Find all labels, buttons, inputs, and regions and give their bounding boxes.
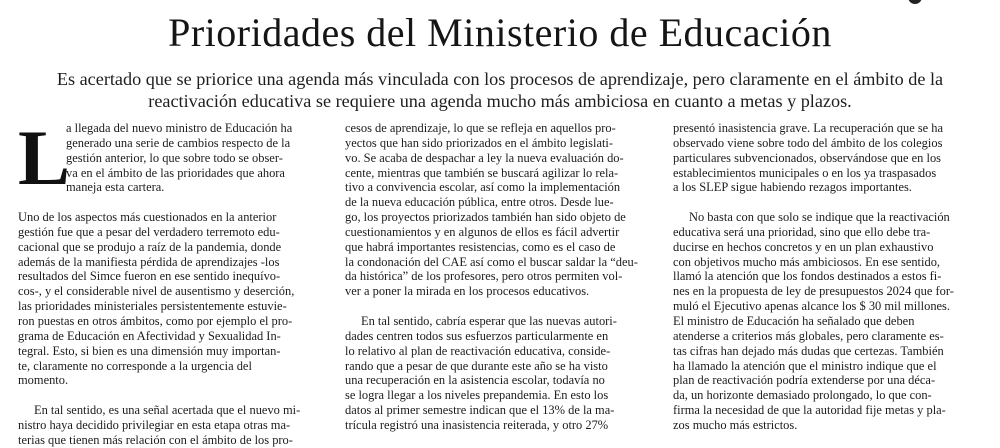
article-column-1 — [18, 114, 330, 448]
text-line: rando que a pesar de que durante este año se ha visto — [345, 358, 608, 373]
text-line: atenderse a criterios más globales, pero claramente es- — [673, 328, 944, 343]
text-line: gestión anterior, lo que sobre todo se obser- — [66, 150, 283, 165]
paragraph — [345, 121, 657, 299]
text-line: muló el Ejecutivo apenas alcance los $ 30 mil millones. — [673, 299, 951, 314]
text-line: con objetivos mucho más ambiciosos. En ese sentido, — [673, 254, 941, 269]
paragraph — [18, 403, 330, 418]
paragraph-continued — [18, 418, 330, 448]
text-line: cesos de aprendizaje, lo que se refleja en aquellos pro- — [345, 121, 616, 135]
corner-ornament — [908, 0, 922, 4]
text-line: trícula registró una inasistencia reiterada, y otro 27% — [345, 417, 609, 432]
text-line: se logra llegar a los niveles prepandemia. En esto los — [345, 388, 609, 403]
paragraph — [345, 314, 657, 433]
text-line: da histórica” de los profesores, pero otros permiten vol- — [345, 269, 623, 284]
text-line: El ministro de Educación ha señalado que deben — [673, 313, 915, 328]
text-line: Uno de los aspectos más cuestionados en la anterior — [18, 210, 277, 225]
text-line: ducirse en hechos concretos y en un plan exhaustivo — [673, 239, 934, 254]
text-line: En tal sentido, cabría esperar que las nuevas autori- — [361, 313, 617, 328]
text-line: go, los proyectos priorizados también han sido objeto de — [345, 210, 626, 225]
text-line: zos mucho más estrictos. — [673, 417, 798, 432]
text-line: nes en la propuesta de ley de presupuestos 2024 que for- — [673, 284, 954, 299]
text-line: de la nueva educación pública, entre otros. Desde lue- — [345, 195, 614, 210]
subtitle-line: reactivación educativa se requiere una agenda mucho más ambiciosa en cuanto a metas y plazos. — [148, 91, 852, 111]
article-column-2 — [345, 121, 657, 433]
paragraph-gap — [673, 195, 985, 210]
text-line: gestión fue que a pesar del verdadero terremoto edu- — [18, 224, 280, 239]
text-line: te, claramente no corresponde a la urgencia del — [18, 358, 252, 373]
text-line: generado una serie de cambios respecto de la — [66, 135, 291, 150]
text-line: tas cifras han dejado más dudas que certezas. También — [673, 343, 944, 358]
text-line: educativa será una prioridad, sino que ello debe tra- — [673, 224, 931, 239]
text-line: la condonación del CAE así como el buscar saldar la “deu- — [345, 254, 638, 269]
text-line: las prioridades ministeriales persistentemente estuvie- — [18, 299, 287, 314]
text-line: a los SLEP sigue habiendo rezagos importantes. — [673, 180, 912, 195]
text-line: llamó la atención que los fondos destinados a estos fi- — [673, 269, 942, 284]
text-line: particulares subvencionados, observándose que en los — [673, 150, 942, 165]
text-line: plan de reactivación podría extenderse por una déca- — [673, 373, 936, 388]
article-column-3 — [673, 121, 985, 433]
text-line: firma la necesidad de que la autoridad fije metas y pla- — [673, 403, 946, 418]
paragraph-gap — [345, 299, 657, 314]
text-line: grama de Educación en Afectividad y Sexualidad In- — [18, 328, 281, 343]
text-line: establecimientos municipales o en los ya traspasados — [673, 165, 937, 180]
paragraph — [18, 210, 330, 388]
text-line: tegral. Esto, si bien es una dimensión muy importan- — [18, 343, 281, 358]
text-line: momento. — [18, 373, 69, 388]
article-title: Prioridades del Ministerio de Educación — [168, 10, 832, 55]
paragraph — [673, 210, 985, 433]
text-line: ver a poner la mirada en los procesos educativos. — [345, 284, 590, 299]
paragraph-gap — [18, 388, 330, 403]
text-line: vo. Se acaba de despachar a ley la nueva evaluación do- — [345, 150, 624, 165]
drop-cap: L — [18, 114, 71, 201]
text-line: En tal sentido, es una señal acertada que el nuevo mi- — [34, 403, 301, 418]
text-line: una recuperación en la asistencia escolar, todavía no — [345, 373, 605, 388]
text-line: tivo a convivencia escolar, así como la implementación — [345, 180, 621, 195]
article-subtitle — [30, 68, 970, 112]
text-line: dades centren todos sus esfuerzos particularmente en — [345, 328, 609, 343]
text-line: va en el ámbito de las prioridades que ahora — [66, 165, 285, 180]
text-line: No basta con que solo se indique que la reactivación — [689, 210, 950, 225]
text-line: además de la manifiesta pérdida de aprendizajes -los — [18, 254, 280, 269]
text-line: presentó inasistencia grave. La recuperación que se ha — [673, 121, 944, 135]
text-line: que habrá importantes resistencias, como es el caso de — [345, 239, 616, 254]
text-line: terias que tienen más relación con el ámbito de los pro- — [18, 432, 293, 447]
text-line: nistro haya decidido privilegiar en esta etapa otras ma- — [18, 417, 291, 432]
text-line: cos-, y el considerable nivel de ausentismo y deserción, — [18, 284, 295, 299]
text-line: ha llamado la atención que el ministro indique que el — [673, 358, 937, 373]
subtitle-line: Es acertado que se priorice una agenda más vinculada con los procesos de aprendizaje, pero claramente en el ámbito de la — [56, 69, 944, 89]
text-line: cente, mientras que también se buscará agilizar lo rela- — [345, 165, 619, 180]
text-line: lo relativo al plan de reactivación educativa, conside- — [345, 343, 611, 358]
text-line: da, un horizonte demasiado prolongado, lo que con- — [673, 388, 932, 403]
text-line: ron puestas en otros ámbitos, como por ejemplo el pro- — [18, 313, 293, 328]
paragraph — [673, 121, 985, 195]
text-line: datos al primer semestre indican que el 13% de la ma- — [345, 403, 615, 418]
text-line: resultados del Simce fueron en ese sentido inequívo- — [18, 269, 281, 284]
text-line: cacional que se produjo a raíz de la pandemia, donde — [18, 239, 282, 254]
text-line: maneja esta cartera. — [66, 180, 165, 195]
text-line: observado viene sobre todo del ámbito de los colegios — [673, 135, 943, 150]
text-line: a llegada del nuevo ministro de Educación ha — [66, 121, 293, 135]
text-line: cuestionamientos y en algunos de ellos es fácil advertir — [345, 224, 620, 239]
text-line: yectos que han sido priorizados en el ámbito legislati- — [345, 135, 614, 150]
